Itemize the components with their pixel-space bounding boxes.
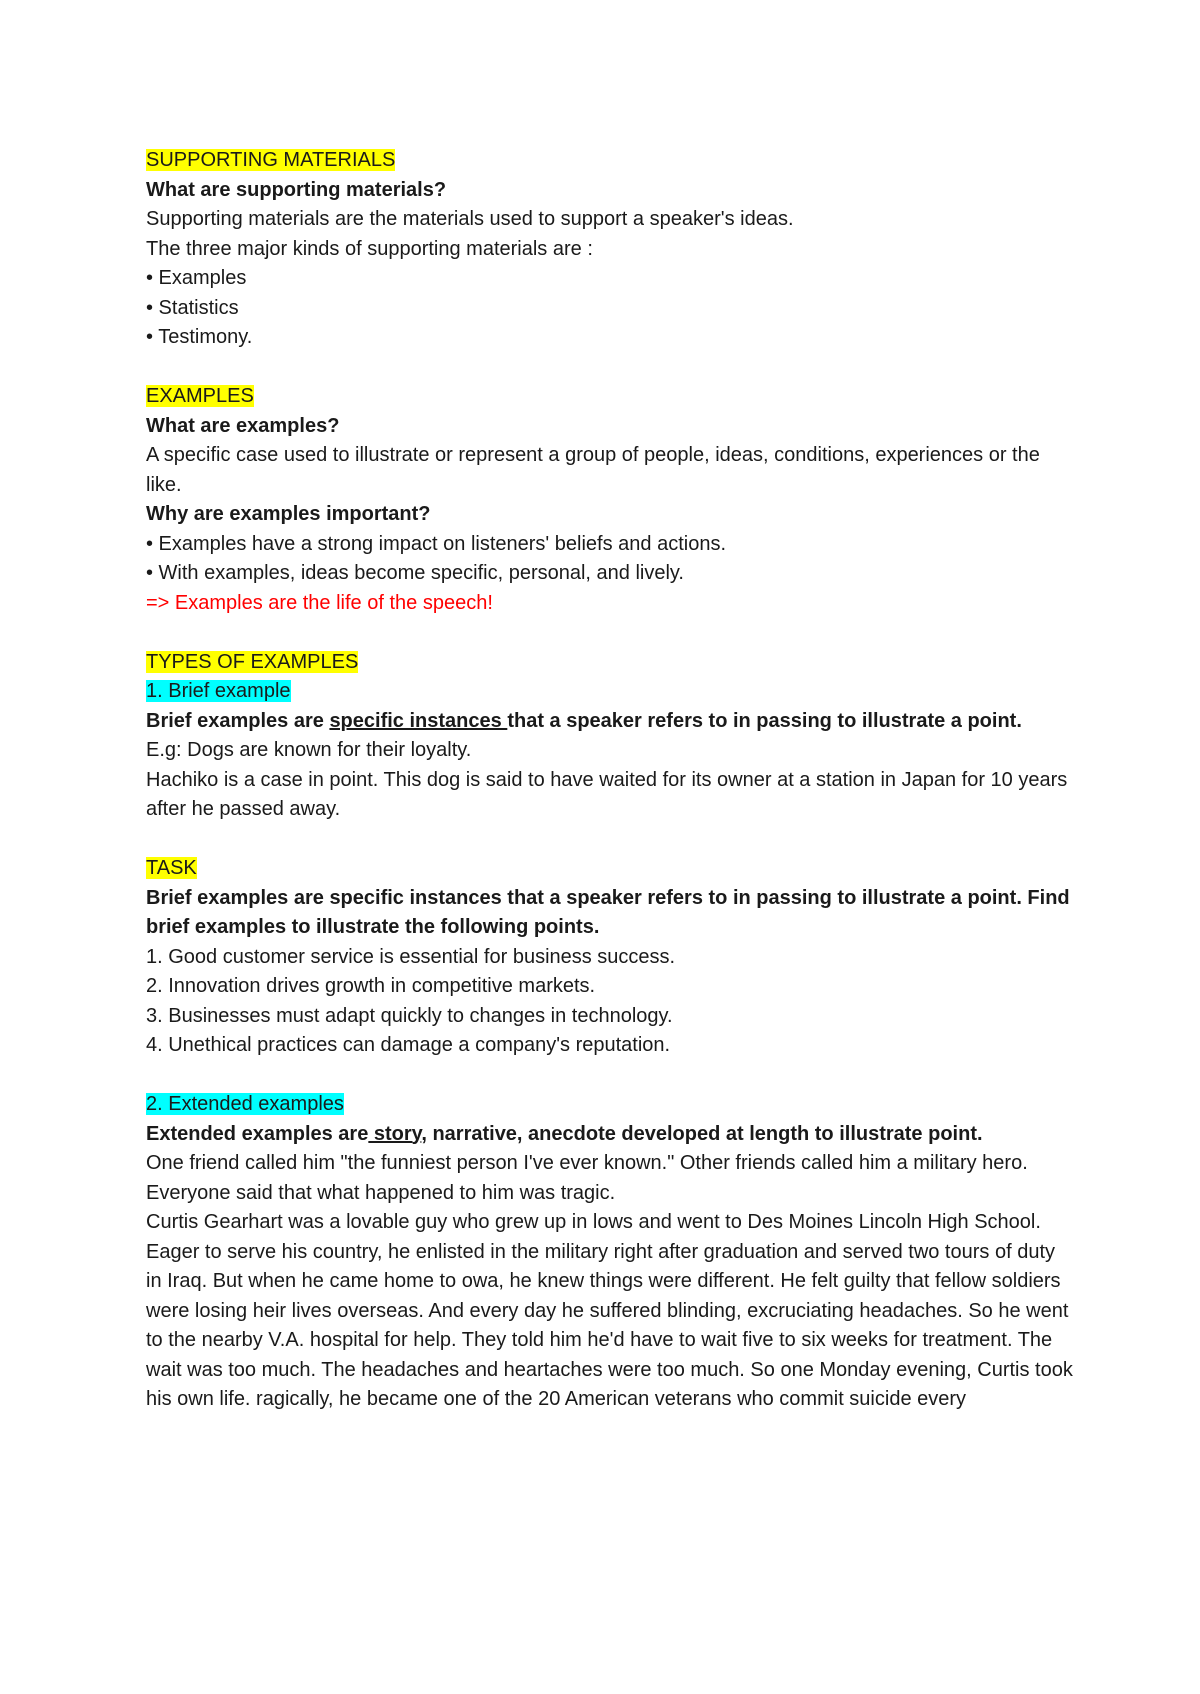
- example-lead: E.g: Dogs are known for their loyalty.: [146, 739, 472, 761]
- spacer: [146, 353, 1076, 383]
- definition-text: Extended examples are: [146, 1122, 369, 1145]
- document-page: [146, 146, 1076, 1415]
- definition-examples: A specific case used to illustrate or represent a group of people, ideas, conditions, experiences or the like.: [146, 444, 1040, 496]
- reason-item: • Examples have a strong impact on listeners' beliefs and actions.: [146, 532, 727, 555]
- definition-underlined: specific instances: [329, 709, 508, 732]
- kinds-item: • Examples: [146, 267, 247, 289]
- example-body: Hachiko is a case in point. This dog is said to have waited for its owner at a station in Japan for 10 years after he passed away.: [146, 768, 1068, 820]
- task-item: 1. Good customer service is essential for business success.: [146, 945, 676, 968]
- kinds-item: • Statistics: [146, 296, 239, 319]
- section-heading-task: [146, 854, 1076, 884]
- heading-text: TYPES OF EXAMPLES: [146, 650, 359, 673]
- kinds-item: • Testimony.: [146, 326, 253, 348]
- question-examples: What are examples?: [146, 414, 340, 437]
- extended-paragraph: One friend called him "the funniest person I've ever known." Other friends called him a military hero. Everyone said that what happened to him was tragic.: [146, 1152, 1028, 1204]
- heading-text: EXAMPLES: [146, 385, 254, 407]
- definition-brief: [146, 707, 1076, 737]
- definition-text: Brief examples are: [146, 709, 330, 732]
- definition-supporting: Supporting materials are the materials used to support a speaker's ideas.: [146, 208, 794, 230]
- subheading-text: 1. Brief example: [146, 680, 291, 702]
- kinds-intro: The three major kinds of supporting materials are :: [146, 237, 593, 260]
- spacer: [146, 825, 1076, 855]
- section-heading-supporting: [146, 146, 1076, 176]
- definition-text: , narrative, anecdote developed at length to illustrate point.: [421, 1122, 983, 1145]
- extended-paragraph: Curtis Gearhart was a lovable guy who grew up in lows and went to Des Moines Lincoln High School. Eager to serve his country, he enlisted in the military right after graduation and served two tours of duty in Iraq. But when he came home to owa, he knew things were different. He felt guilty that fellow soldiers were losing heir lives overseas. And every day he suffered blinding, excruciating headaches. So he went to the nearby V.A. hospital for help. They told him he'd have to wait five to six weeks for treatment. The wait was too much. The headaches and heartaches were too much. So one Monday evening, Curtis took his own life. ragically, he became one of the 20 American veterans who commit suicide every: [146, 1211, 1073, 1410]
- subheading-text: 2. Extended examples: [146, 1093, 344, 1115]
- task-instruction: Brief examples are specific instances that a speaker refers to in passing to illustrate a point. Find brief examples to illustrate the following points.: [146, 886, 1070, 938]
- question-importance: Why are examples important?: [146, 503, 431, 525]
- definition-extended: [146, 1120, 1076, 1150]
- task-item: 4. Unethical practices can damage a company's reputation.: [146, 1034, 671, 1056]
- reason-item: • With examples, ideas become specific, personal, and lively.: [146, 562, 684, 584]
- definition-text: that a speaker refers to in passing to illustrate a point.: [507, 709, 1022, 732]
- heading-text: TASK: [146, 857, 197, 879]
- section-heading-types: [146, 648, 1076, 678]
- question-supporting: What are supporting materials?: [146, 178, 447, 201]
- subheading-extended: [146, 1090, 1076, 1120]
- subheading-brief: [146, 677, 1076, 707]
- definition-underlined: story: [368, 1122, 422, 1145]
- spacer: [146, 618, 1076, 648]
- task-item: 2. Innovation drives growth in competitive markets.: [146, 975, 596, 997]
- section-heading-examples: [146, 382, 1076, 412]
- task-item: 3. Businesses must adapt quickly to changes in technology.: [146, 1004, 673, 1027]
- spacer: [146, 1061, 1076, 1091]
- heading-text: SUPPORTING MATERIALS: [146, 149, 396, 171]
- conclusion-emphasis: => Examples are the life of the speech!: [146, 591, 493, 614]
